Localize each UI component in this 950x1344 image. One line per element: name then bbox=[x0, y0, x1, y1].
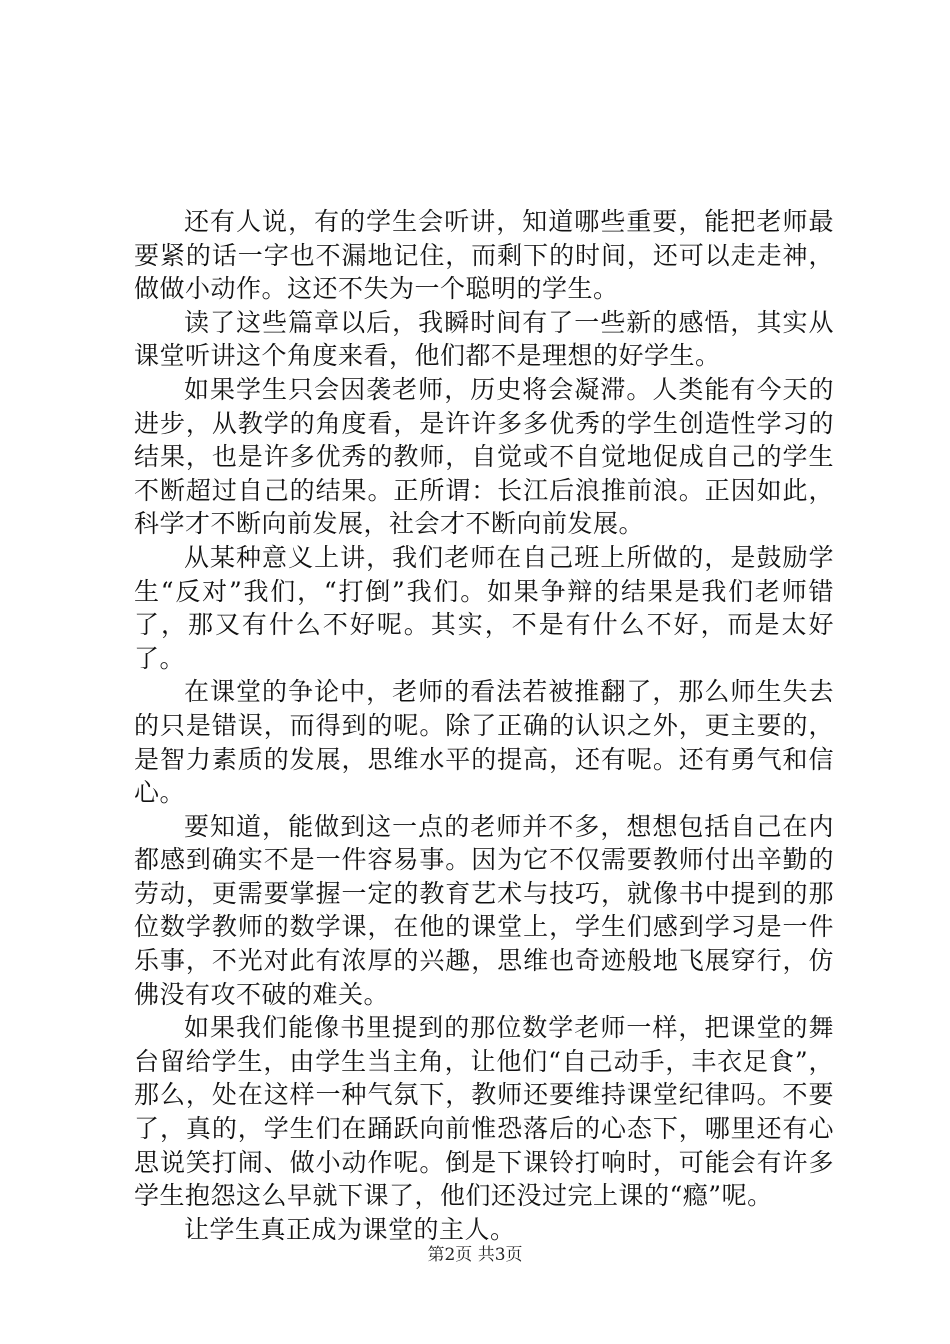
paragraph-8: 让学生真正成为课堂的主人。 bbox=[184, 1214, 516, 1244]
paragraph-2: 读了这些篇章以后，我瞬时间有了一些新的感悟，其实从课堂听讲这个角度来看，他们都不是理想的好学生。 bbox=[134, 307, 834, 371]
page-number-footer: 第2页 共3页 bbox=[427, 1245, 523, 1265]
paragraph-7: 如果我们能像书里提到的那位数学老师一样，把课堂的舞台留给学生，由学生当主角，让他们“自己动手，丰衣足食”，那么，处在这样一种气氛下，教师还要维持课堂纪律吗。不要了，真的，学生们在踊跃向前惟恐落后的心态下，哪里还有心思说笑打闹、做小动作呢。倒是下课铃打响时，可能会有许多学生抱怨这么早就下课了，他们还没过完上课的“瘾”呢。 bbox=[134, 1013, 834, 1211]
document-body bbox=[134, 205, 834, 1246]
paragraph-3: 如果学生只会因袭老师，历史将会凝滞。人类能有今天的进步，从教学的角度看，是许许多多优秀的学生创造性学习的结果，也是许多优秀的教师，自觉或不自觉地促成自己的学生不断超过自己的结果。正所谓：长江后浪推前浪。正因如此，科学才不断向前发展，社会才不断向前发展。 bbox=[134, 374, 834, 539]
paragraph-4: 从某种意义上讲，我们老师在自己班上所做的，是鼓励学生“反对”我们，“打倒”我们。如果争辩的结果是我们老师错了，那又有什么不好呢。其实，不是有什么不好，而是太好了。 bbox=[134, 542, 834, 673]
paragraph-6: 要知道，能做到这一点的老师并不多，想想包括自己在内都感到确实不是一件容易事。因为它不仅需要教师付出辛勤的劳动，更需要掌握一定的教育艺术与技巧，就像书中提到的那位数学教师的数学课，在他的课堂上，学生们感到学习是一件乐事，不光对此有浓厚的兴趣，思维也奇迹般地飞展穿行，仿佛没有攻不破的难关。 bbox=[134, 811, 834, 1009]
paragraph-5: 在课堂的争论中，老师的看法若被推翻了，那么师生失去的只是错误，而得到的呢。除了正确的认识之外，更主要的，是智力素质的发展，思维水平的提高，还有呢。还有勇气和信心。 bbox=[134, 677, 834, 808]
paragraph-1: 还有人说，有的学生会听讲，知道哪些重要，能把老师最要紧的话一字也不漏地记住，而剩下的时间，还可以走走神，做做小动作。这还不失为一个聪明的学生。 bbox=[134, 207, 834, 304]
